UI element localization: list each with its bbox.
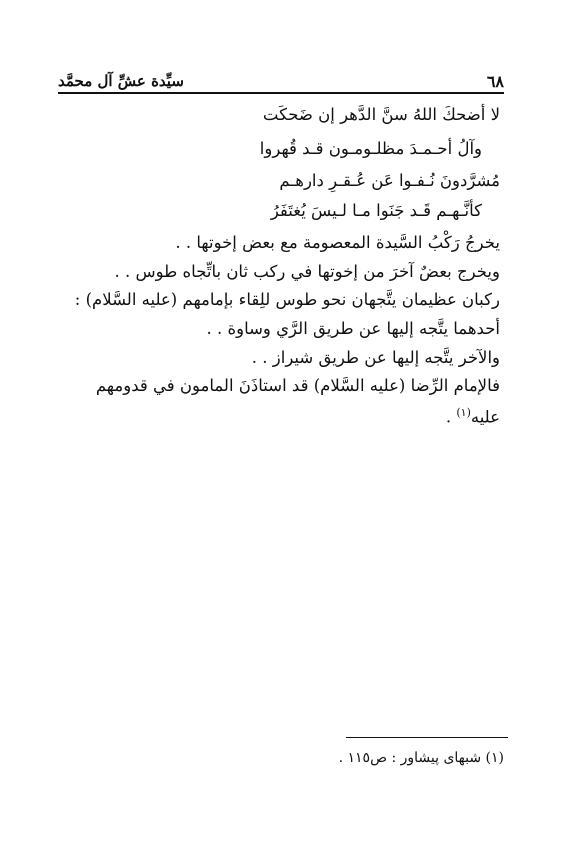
verse-line-4: كأنَّـهـم قَـد جَنَوا مـا لـيسَ يُغتَفَرُ (270, 201, 482, 220)
footnote-separator (346, 737, 508, 738)
page-number: ٦٨ (486, 72, 504, 91)
end-mark: . (445, 407, 452, 427)
footnote: (١) شبهاى پيشاور : ص١١٥ . (338, 750, 504, 766)
last-line-word: عليه (470, 407, 500, 427)
paragraph-line-4: أحدهما يتَّجه إليها عن طريق الرَّي وساوة . . (206, 319, 500, 338)
paragraph-line-6: فالإمام الرِّضا (عليه السَّلام) قد استاذَنَ المامون في قدومهم (95, 376, 500, 395)
paragraph-line-2: ويخرج بعضٌ آخرَ من إخوتها في ركب ثان باتِّجاه طوس . . (114, 262, 500, 281)
paragraph-line-1: يخرجُ رَكْبُ السَّيدة المعصومة مع بعض إخوتها . . (175, 233, 500, 252)
paragraph-line-3: ركبان عظيمان يتَّجهان نحو طوس للِقاء بإمامهم (عليه السَّلام) : (74, 290, 500, 309)
verse-line-3: مُشرَّدونَ نُـفـوا عَن عُـقـرِ دارهـم (279, 171, 500, 190)
verse-line-2: وآلُ أحـمـدَ مظلـومـون قـد قُهروا (259, 139, 482, 158)
footnote-reference: (١) (456, 406, 471, 419)
paragraph-line-5: والآخر يتَّجه إليها عن طريق شيراز . . (251, 348, 500, 367)
page-header (58, 68, 504, 94)
verse-line-1: لا أضحكَ اللهُ سنَّ الدَّهر إن ضَحكَت (262, 105, 500, 124)
running-title: سيِّدة عشِّ آل محمَّد (58, 72, 184, 90)
paragraph-line-7 (446, 400, 500, 431)
header-rule (58, 92, 504, 94)
